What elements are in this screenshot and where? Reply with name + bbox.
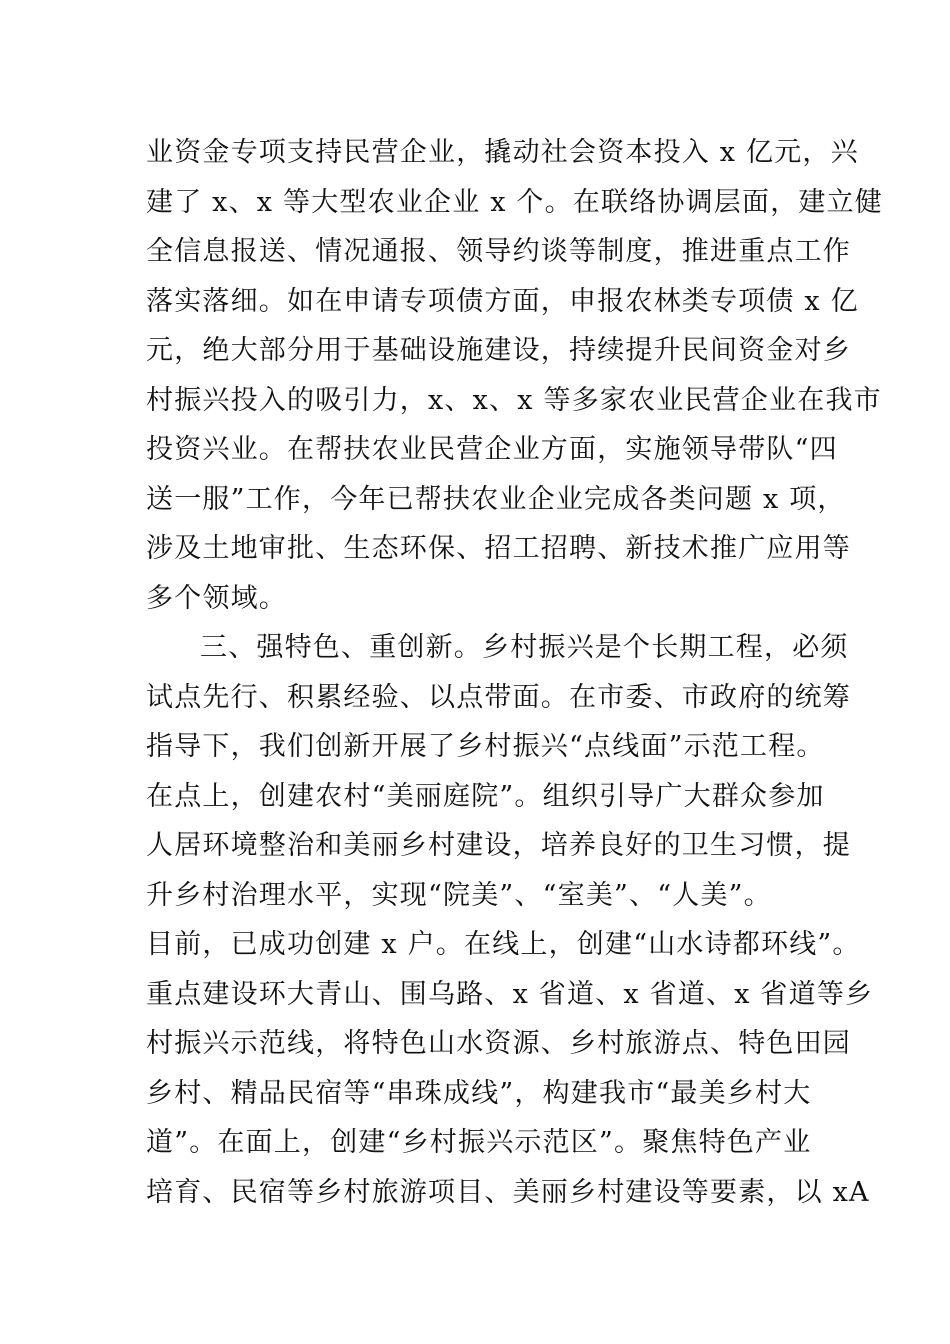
text-line: 目前，已成功创建 x 户。在线上，创建“山水诗都环线”。 [146, 929, 861, 960]
paragraph-start-line: 三、强特色、重创新。乡村振兴是个长期工程，必须 [200, 632, 849, 663]
text-line: 元，绝大部分用于基础设施建设，持续提升民间资金对乡 [146, 335, 851, 366]
text-line: 业资金专项支持民营企业，撬动社会资本投入 x 亿元，兴 [146, 137, 859, 168]
text-line: 落实落细。如在申请专项债方面，申报农林类专项债 x 亿 [146, 285, 859, 317]
text-line: 指导下，我们创新开展了乡村振兴“点线面”示范工程。 [146, 731, 825, 762]
text-line: 村振兴投入的吸引力，x、x、x 等多家农业民营企业在我市 [146, 384, 882, 416]
text-line: 在点上，创建农村“美丽庭院”。组织引导广大群众参加 [146, 780, 825, 812]
text-line: 道”。在面上，创建“乡村振兴示范区”。聚焦特色产业 [146, 1127, 812, 1158]
text-line: 村振兴示范线，将特色山水资源、乡村旅游点、特色田园 [146, 1028, 851, 1059]
text-line: 乡村、精品民宿等“串珠成线”，构建我市“最美乡村大 [146, 1077, 812, 1109]
text-line: 送一服”工作，今年已帮扶农业企业完成各类问题 x 项， [146, 483, 846, 515]
text-line: 试点先行、积累经验、以点带面。在市委、市政府的统筹 [146, 681, 851, 713]
body-text [146, 128, 884, 1217]
text-line: 人居环境整治和美丽乡村建设，培养良好的卫生习惯，提 [146, 830, 851, 861]
text-line: 建了 x、x 等大型农业企业 x 个。在联络协调层面，建立健 [146, 186, 884, 218]
text-line: 培育、民宿等乡村旅游项目、美丽乡村建设等要素，以 xA [146, 1176, 870, 1208]
text-line: 多个领域。 [146, 582, 287, 614]
text-line: 全信息报送、情况通报、领导约谈等制度，推进重点工作 [146, 236, 851, 267]
text-line: 投资兴业。在帮扶农业民营企业方面，实施领导带队“四 [146, 434, 838, 465]
text-line: 重点建设环大青山、围乌路、x 省道、x 省道、x 省道等乡 [146, 978, 874, 1010]
text-line: 涉及土地审批、生态环保、招工招聘、新技术推广应用等 [146, 533, 851, 564]
text-line: 升乡村治理水平，实现“院美”、“室美”、“人美”。 [146, 879, 772, 911]
